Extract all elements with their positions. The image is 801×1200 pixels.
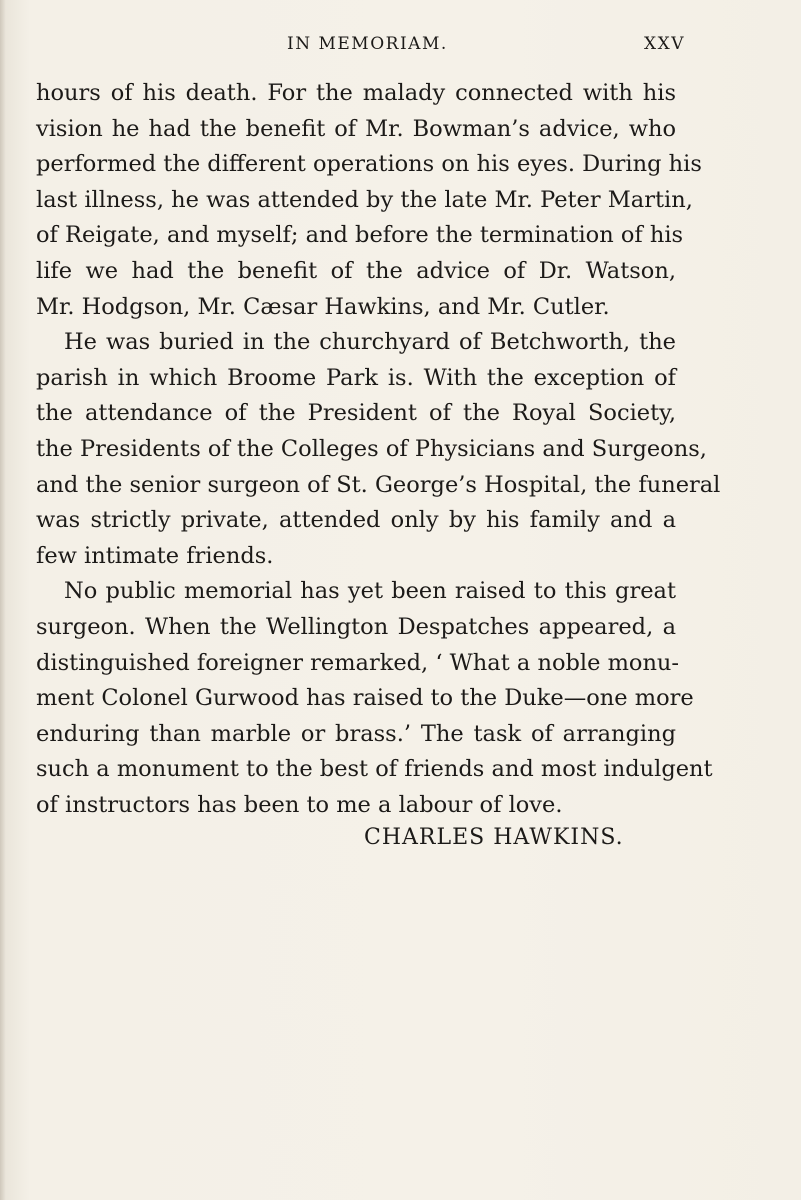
signature: CHARLES HAWKINS.	[364, 825, 624, 850]
text-line: No public memorial has yet been raised to this great	[64, 578, 676, 605]
text-line: and the senior surgeon of St. George’s Hospital, the funeral	[36, 471, 721, 498]
text-line: life we had the benefit of the advice of Dr. Watson,	[36, 257, 676, 284]
text-line: was strictly private, attended only by his family and a	[36, 507, 676, 534]
text-line: distinguished foreigner remarked, ‘ What a noble monu-	[36, 649, 680, 676]
text-line: surgeon. When the Wellington Despatches appeared, a	[36, 613, 676, 640]
page-header	[0, 34, 801, 60]
text-line: Mr. Hodgson, Mr. Cæsar Hawkins, and Mr. Cutler.	[36, 293, 610, 320]
text-line: the attendance of the President of the Royal Society,	[36, 400, 676, 427]
text-line: ment Colonel Gurwood has raised to the Duke—one more	[36, 685, 694, 712]
running-head: IN MEMORIAM.	[287, 34, 448, 54]
page-number: XXV	[644, 34, 685, 54]
text-line: hours of his death. For the malady connected with his	[36, 80, 676, 106]
text-line: of instructors has been to me a labour of love.	[36, 791, 563, 818]
text-line: performed the different operations on his eyes. During his	[36, 151, 702, 178]
text-line: few intimate friends.	[36, 542, 274, 569]
body-text	[36, 76, 721, 823]
text-line: the Presidents of the Colleges of Physicians and Surgeons,	[36, 435, 707, 462]
page-binding-edge	[0, 0, 6, 1200]
text-line: He was buried in the churchyard of Betchworth, the	[64, 329, 676, 356]
text-line: enduring than marble or brass.’ The task of arranging	[36, 720, 676, 747]
text-line: vision he had the benefit of Mr. Bowman’s advice, who	[36, 115, 676, 142]
text-line: parish in which Broome Park is. With the exception of	[36, 364, 676, 391]
text-line: such a monument to the best of friends and most indulgent	[36, 756, 713, 783]
text-line: last illness, he was attended by the late Mr. Peter Martin,	[36, 186, 693, 213]
text-line: of Reigate, and myself; and before the termination of his	[36, 222, 684, 249]
